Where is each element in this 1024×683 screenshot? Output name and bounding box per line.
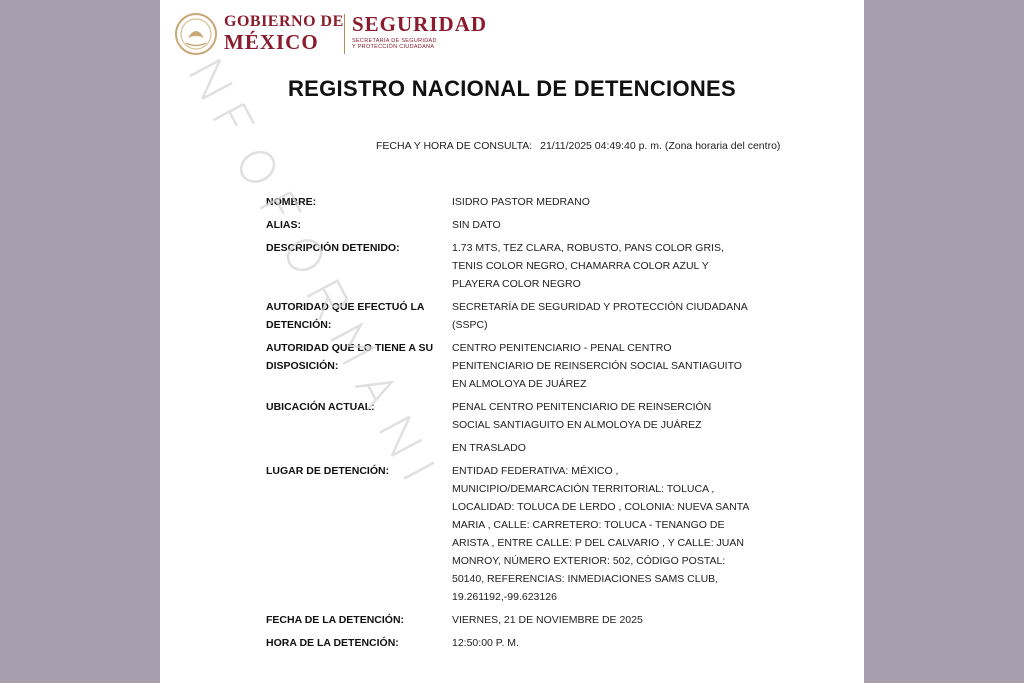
field-row-alias <box>266 216 766 234</box>
field-row-fecha <box>266 611 766 629</box>
field-label: AUTORIDAD QUE LO TIENE A SU DISPOSICIÓN: <box>266 342 434 372</box>
consulta-value: 21/11/2025 04:49:40 p. m. (Zona horaria del centro) <box>540 140 781 152</box>
field-label: ALIAS: <box>266 219 301 231</box>
field-value: 12:50:00 P. M. <box>452 637 519 649</box>
gob-line2: MÉXICO <box>224 30 319 54</box>
field-row-nombre <box>266 193 766 211</box>
field-row-ubicacion <box>266 398 766 457</box>
field-value: 1.73 MTS, TEZ CLARA, ROBUSTO, PANS COLOR GRIS, TENIS COLOR NEGRO, CHAMARRA COLOR AZUL Y PLAYERA COLOR NEGRO <box>452 242 724 290</box>
gobierno-mexico-logo <box>224 14 344 53</box>
field-label: NOMBRE: <box>266 196 317 208</box>
field-row-autoridad-disposicion <box>266 339 766 393</box>
field-value: SECRETARÍA DE SEGURIDAD Y PROTECCIÓN CIUDADANA (SSPC) <box>452 301 748 331</box>
gob-line1: GOBIERNO DE <box>224 13 344 30</box>
field-row-descripcion <box>266 239 766 293</box>
field-label: AUTORIDAD QUE EFECTUÓ LA DETENCIÓN: <box>266 301 425 331</box>
field-value: PENAL CENTRO PENITENCIARIO DE REINSERCIÓN SOCIAL SANTIAGUITO EN ALMOLOYA DE JUÁREZ <box>452 401 712 431</box>
field-label: UBICACIÓN ACTUAL: <box>266 401 375 413</box>
seg-title: SEGURIDAD <box>352 12 488 36</box>
seguridad-logo <box>352 14 487 51</box>
seg-sub1: SECRETARÍA DE SEGURIDAD <box>352 38 437 44</box>
field-value: CENTRO PENITENCIARIO - PENAL CENTRO PENITENCIARIO DE REINSERCIÓN SOCIAL SANTIAGUITO EN ALMOLOYA DE JUÁREZ <box>452 342 742 390</box>
field-value: SIN DATO <box>452 219 501 231</box>
page-title: REGISTRO NACIONAL DE DETENCIONES <box>287 76 736 101</box>
field-value: ISIDRO PASTOR MEDRANO <box>452 196 590 208</box>
field-label: DESCRIPCIÓN DETENIDO: <box>266 242 400 254</box>
status-text: EN TRASLADO <box>452 442 526 454</box>
field-value: VIERNES, 21 DE NOVIEMBRE DE 2025 <box>452 614 643 626</box>
field-row-lugar <box>266 462 766 606</box>
field-label: FECHA DE LA DETENCIÓN: <box>266 614 405 626</box>
national-seal-icon <box>174 12 218 56</box>
seg-sub2: Y PROTECCIÓN CIUDADANA <box>352 44 435 51</box>
record-fields <box>266 193 766 657</box>
field-row-hora <box>266 634 766 652</box>
header-logos <box>174 10 514 56</box>
consulta-label: FECHA Y HORA DE CONSULTA: <box>376 140 533 152</box>
field-label: HORA DE LA DETENCIÓN: <box>266 637 399 649</box>
field-label: LUGAR DE DETENCIÓN: <box>266 465 390 477</box>
document-page <box>160 0 864 683</box>
logo-divider <box>344 14 345 54</box>
consulta-line <box>376 140 780 152</box>
field-value-group <box>452 398 752 457</box>
field-value: ENTIDAD FEDERATIVA: MÉXICO , MUNICIPIO/DEMARCACIÓN TERRITORIAL: TOLUCA , LOCALIDAD: TOLUCA DE LERDO , COLONIA: NUEVA SANTA MARIA , CALLE: CARRETERO: TOLUCA - TENANGO DE ARISTA , ENTRE CALLE: P DEL CALVARIO , Y CALLE: JUAN MONROY, NÚMERO EXTERIOR: 502, CÓDIGO POSTAL: 50140, REFERENCIAS: INMEDIACIONES SAMS CLUB, 19.261192,-99.623126 <box>452 465 749 603</box>
field-row-autoridad-efectuo <box>266 298 766 334</box>
